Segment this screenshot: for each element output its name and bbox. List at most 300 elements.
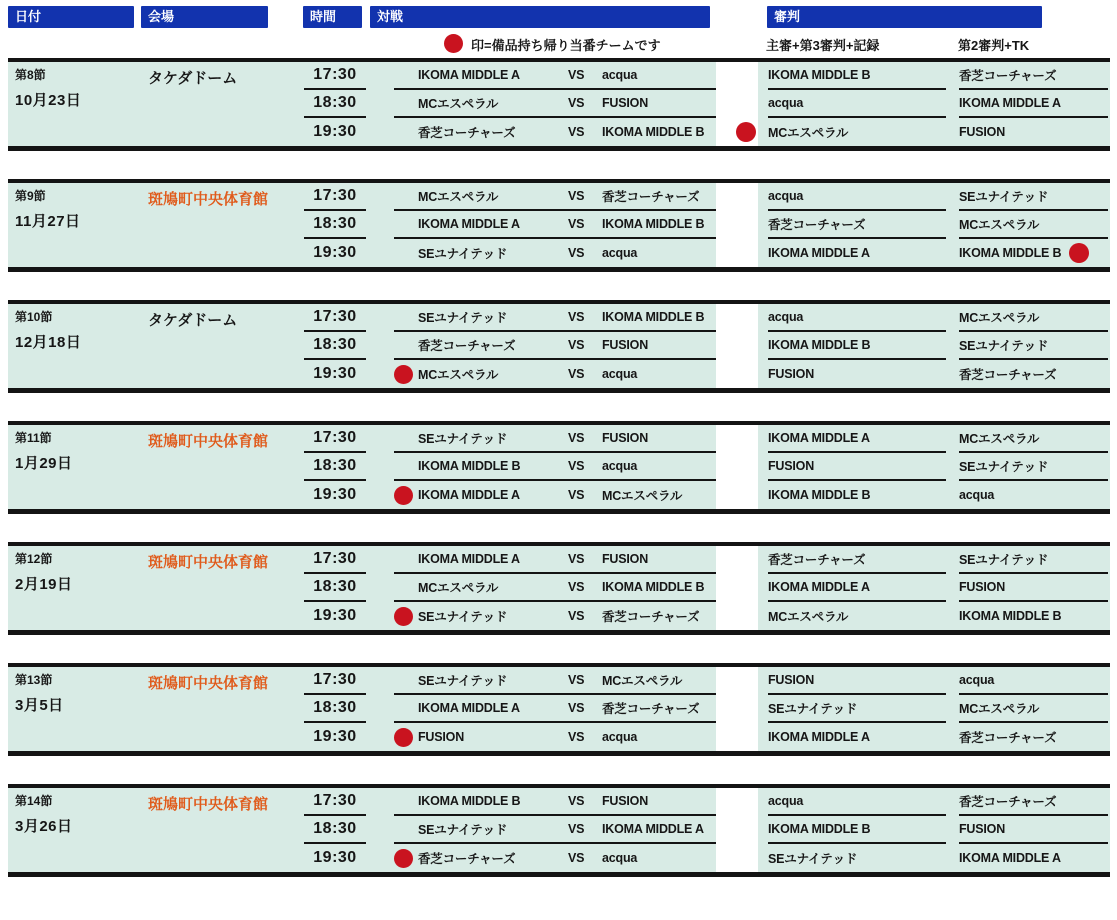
- match-row: [300, 788, 1110, 816]
- referee-main: IKOMA MIDDLE B: [768, 816, 946, 844]
- match-row: [300, 360, 1110, 388]
- time-label: 17:30: [304, 788, 366, 816]
- away-team: FUSION: [602, 96, 649, 110]
- vs-label: VS: [568, 488, 585, 502]
- time-label: 17:30: [304, 546, 366, 574]
- date-label: 10月23日: [15, 92, 82, 109]
- match-cell: [370, 239, 716, 267]
- column-header-venue: 会場: [141, 6, 268, 28]
- vs-label: VS: [568, 459, 585, 473]
- referee-main: IKOMA MIDDLE A: [768, 425, 946, 453]
- home-team: SEユナイテッド: [418, 674, 508, 688]
- date-label: 3月26日: [15, 818, 73, 835]
- referee-main: FUSION: [768, 453, 946, 481]
- date-cell: [8, 788, 140, 872]
- venue-name: 斑鳩町中央体育館: [148, 433, 269, 450]
- column-gap: [716, 183, 758, 211]
- referee-main: acqua: [768, 90, 946, 118]
- round-label: 第13節: [15, 673, 53, 687]
- time-cell: [300, 304, 370, 332]
- duty-dot-slot: [394, 365, 418, 384]
- vs-label: VS: [568, 217, 585, 231]
- away-team: MCエスペラル: [602, 489, 683, 503]
- referee-main-cell: [758, 239, 950, 267]
- referee-second: acqua: [959, 488, 995, 502]
- away-team: acqua: [602, 68, 638, 82]
- referee-main: 香芝コーチャーズ: [768, 211, 946, 239]
- time-label: 19:30: [313, 728, 357, 745]
- match-cell: [370, 695, 716, 723]
- referee-second-cell: [950, 425, 1110, 453]
- time-cell: [300, 844, 370, 872]
- referee-main-cell: [758, 211, 950, 239]
- duty-dot-icon: [394, 365, 413, 384]
- match-row: [300, 844, 1110, 872]
- time-cell: [300, 602, 370, 630]
- time-cell: [300, 211, 370, 239]
- vs-label: VS: [568, 552, 585, 566]
- away-team: acqua: [602, 851, 638, 865]
- referee-main: IKOMA MIDDLE A: [768, 730, 870, 744]
- match-cell: [370, 574, 716, 602]
- time-label: 19:30: [313, 123, 357, 140]
- referee-second-cell: [950, 304, 1110, 332]
- referee-main: IKOMA MIDDLE B: [768, 488, 871, 502]
- referee-main: IKOMA MIDDLE A: [768, 574, 946, 602]
- match-cell: [370, 183, 716, 211]
- column-gap: [716, 574, 758, 602]
- time-cell: [300, 546, 370, 574]
- date-cell: [8, 667, 140, 751]
- time-label: 18:30: [304, 816, 366, 844]
- home-team: FUSION: [418, 730, 465, 744]
- time-label: 17:30: [304, 62, 366, 90]
- away-team: MCエスペラル: [602, 674, 683, 688]
- column-header-row: [8, 6, 1117, 28]
- referee-second-cell: [950, 360, 1110, 388]
- referee-main: SEユナイテッド: [768, 852, 858, 866]
- duty-dot-icon: [394, 728, 413, 747]
- away-team: FUSION: [602, 552, 649, 566]
- match-row: [300, 332, 1110, 360]
- venue-name: 斑鳩町中央体育館: [148, 796, 269, 813]
- referee-second: MCエスペラル: [959, 432, 1040, 446]
- time-label: 18:30: [304, 453, 366, 481]
- away-team: acqua: [602, 246, 638, 260]
- referee-second: IKOMA MIDDLE A: [959, 851, 1061, 865]
- match-cell: [370, 304, 716, 332]
- vs-label: VS: [568, 246, 585, 260]
- away-team: IKOMA MIDDLE B: [602, 310, 705, 324]
- away-team: acqua: [602, 730, 638, 744]
- match-row: [300, 481, 1110, 509]
- referee-main: acqua: [768, 304, 946, 332]
- referee-second: SEユナイテッド: [959, 553, 1049, 567]
- match-cell: [370, 90, 716, 118]
- duty-dot-icon: [394, 607, 413, 626]
- duty-dot-icon: [394, 486, 413, 505]
- vs-label: VS: [568, 730, 585, 744]
- home-team: SEユナイテッド: [418, 823, 508, 837]
- match-row: [300, 602, 1110, 630]
- date-label: 1月29日: [15, 455, 73, 472]
- date-cell: [8, 546, 140, 630]
- match-row: [300, 574, 1110, 602]
- away-team: IKOMA MIDDLE B: [602, 217, 705, 231]
- referee-second: FUSION: [959, 822, 1006, 836]
- venue-name: タケダドーム: [148, 312, 238, 329]
- date-label: 2月19日: [15, 576, 73, 593]
- home-team: SEユナイテッド: [418, 311, 508, 325]
- venue-cell: [140, 425, 300, 509]
- match-rows: [300, 788, 1110, 872]
- match-cell: [370, 332, 716, 360]
- away-team: 香芝コーチャーズ: [602, 190, 700, 204]
- away-team: IKOMA MIDDLE B: [602, 580, 705, 594]
- match-row: [300, 816, 1110, 844]
- referee-main-cell: [758, 304, 950, 332]
- time-cell: [300, 481, 370, 509]
- venue-cell: [140, 304, 300, 388]
- time-label: 19:30: [313, 365, 357, 382]
- home-team: IKOMA MIDDLE B: [418, 459, 521, 473]
- round-section: [8, 663, 1110, 756]
- time-label: 18:30: [304, 332, 366, 360]
- venue-name: タケダドーム: [148, 70, 238, 87]
- round-label: 第14節: [15, 794, 53, 808]
- round-section: [8, 179, 1110, 272]
- home-team: IKOMA MIDDLE A: [418, 701, 520, 715]
- column-gap: [716, 332, 758, 360]
- venue-cell: [140, 62, 300, 146]
- time-cell: [300, 816, 370, 844]
- referee-second-cell: [950, 211, 1110, 239]
- home-team: IKOMA MIDDLE B: [418, 794, 521, 808]
- date-label: 12月18日: [15, 334, 82, 351]
- home-team: 香芝コーチャーズ: [418, 339, 516, 353]
- home-team: 香芝コーチャーズ: [418, 126, 516, 140]
- referee-main: MCエスペラル: [768, 126, 849, 140]
- referee-main-cell: [758, 574, 950, 602]
- match-rows: [300, 62, 1110, 146]
- referee-second-cell: [950, 844, 1110, 872]
- time-label: 19:30: [313, 607, 357, 624]
- referee-main-cell: [758, 788, 950, 816]
- column-header-match: 対戦: [370, 6, 710, 28]
- referee-second: 香芝コーチャーズ: [959, 69, 1057, 83]
- match-row: [300, 695, 1110, 723]
- round-label: 第8節: [15, 68, 46, 82]
- referee-main-cell: [758, 62, 950, 90]
- round-label: 第12節: [15, 552, 53, 566]
- duty-dot-legend-text: 印=備品持ち帰り当番チームです: [471, 38, 661, 53]
- home-team: IKOMA MIDDLE A: [418, 488, 520, 502]
- home-team: 香芝コーチャーズ: [418, 852, 516, 866]
- referee-main-cell: [758, 183, 950, 211]
- vs-label: VS: [568, 338, 585, 352]
- referee-second: MCエスペラル: [959, 702, 1040, 716]
- referee-main-cell: [758, 481, 950, 509]
- referee-main-subheader: 主審+第3審判+記録: [766, 38, 880, 53]
- vs-label: VS: [568, 367, 585, 381]
- referee-second: FUSION: [959, 125, 1006, 139]
- column-gap: [716, 481, 758, 509]
- referee-main-cell: [758, 723, 950, 751]
- referee-second-cell: [950, 183, 1110, 211]
- referee-second-cell: [950, 695, 1110, 723]
- column-gap: [716, 118, 758, 146]
- venue-cell: [140, 788, 300, 872]
- venue-name: 斑鳩町中央体育館: [148, 554, 269, 571]
- referee-main-cell: [758, 602, 950, 630]
- time-label: 18:30: [304, 695, 366, 723]
- time-cell: [300, 360, 370, 388]
- time-cell: [300, 574, 370, 602]
- referee-second: SEユナイテッド: [959, 190, 1049, 204]
- referee-second-cell: [950, 62, 1110, 90]
- round-section: [8, 421, 1110, 514]
- home-team: IKOMA MIDDLE A: [418, 217, 520, 231]
- referee-second: IKOMA MIDDLE A: [959, 96, 1061, 110]
- referee-second-cell: [950, 481, 1110, 509]
- referee-main-cell: [758, 695, 950, 723]
- schedule-sections: [0, 58, 1117, 877]
- duty-dot-slot: [394, 728, 418, 747]
- column-gap: [716, 695, 758, 723]
- time-cell: [300, 118, 370, 146]
- vs-label: VS: [568, 189, 585, 203]
- match-row: [300, 239, 1110, 267]
- referee-second-cell: [950, 574, 1110, 602]
- time-cell: [300, 239, 370, 267]
- column-header-time: 時間: [303, 6, 362, 28]
- column-gap: [716, 90, 758, 118]
- home-team: MCエスペラル: [418, 368, 499, 382]
- referee-main: FUSION: [768, 667, 946, 695]
- round-section: [8, 542, 1110, 635]
- referee-second: 香芝コーチャーズ: [959, 731, 1057, 745]
- referee-main-cell: [758, 425, 950, 453]
- vs-label: VS: [568, 431, 585, 445]
- match-cell: [370, 723, 716, 751]
- time-cell: [300, 453, 370, 481]
- referee-main: MCエスペラル: [768, 610, 849, 624]
- round-section: [8, 784, 1110, 877]
- time-cell: [300, 90, 370, 118]
- home-team: SEユナイテッド: [418, 610, 508, 624]
- match-row: [300, 183, 1110, 211]
- match-row: [300, 453, 1110, 481]
- column-gap: [716, 62, 758, 90]
- match-cell: [370, 816, 716, 844]
- referee-second: 香芝コーチャーズ: [959, 795, 1057, 809]
- home-team: IKOMA MIDDLE A: [418, 68, 520, 82]
- match-cell: [370, 844, 716, 872]
- date-cell: [8, 425, 140, 509]
- venue-cell: [140, 183, 300, 267]
- referee-main: acqua: [768, 788, 946, 816]
- match-row: [300, 667, 1110, 695]
- away-team: 香芝コーチャーズ: [602, 702, 700, 716]
- home-team: SEユナイテッド: [418, 432, 508, 446]
- time-cell: [300, 62, 370, 90]
- round-label: 第11節: [15, 431, 52, 445]
- vs-label: VS: [568, 68, 585, 82]
- referee-second-cell: [950, 332, 1110, 360]
- time-label: 19:30: [313, 849, 357, 866]
- date-cell: [8, 304, 140, 388]
- column-gap: [716, 788, 758, 816]
- match-cell: [370, 425, 716, 453]
- home-team: SEユナイテッド: [418, 247, 508, 261]
- referee-main-cell: [758, 667, 950, 695]
- referee-second: MCエスペラル: [959, 218, 1040, 232]
- match-rows: [300, 546, 1110, 630]
- referee-main-cell: [758, 816, 950, 844]
- match-cell: [370, 118, 716, 146]
- round-label: 第10節: [15, 310, 53, 324]
- time-label: 17:30: [304, 183, 366, 211]
- referee-second: SEユナイテッド: [959, 339, 1049, 353]
- away-team: FUSION: [602, 431, 649, 445]
- match-row: [300, 723, 1110, 751]
- column-gap: [716, 239, 758, 267]
- time-cell: [300, 695, 370, 723]
- vs-label: VS: [568, 673, 585, 687]
- match-cell: [370, 788, 716, 816]
- referee-main-cell: [758, 546, 950, 574]
- match-rows: [300, 304, 1110, 388]
- referee-main: FUSION: [768, 367, 815, 381]
- match-cell: [370, 546, 716, 574]
- match-cell: [370, 602, 716, 630]
- match-row: [300, 211, 1110, 239]
- date-cell: [8, 62, 140, 146]
- legend-row: [0, 31, 1117, 57]
- referee-second-cell: [950, 546, 1110, 574]
- column-header-date: 日付: [8, 6, 134, 28]
- vs-label: VS: [568, 580, 585, 594]
- referee-second: SEユナイテッド: [959, 460, 1049, 474]
- match-row: [300, 118, 1110, 146]
- duty-dot-slot: [394, 486, 418, 505]
- referee-second-cell: [950, 667, 1110, 695]
- column-gap: [716, 667, 758, 695]
- match-cell: [370, 360, 716, 388]
- column-gap: [716, 453, 758, 481]
- round-label: 第9節: [15, 189, 46, 203]
- home-team: MCエスペラル: [418, 97, 499, 111]
- match-row: [300, 62, 1110, 90]
- time-label: 17:30: [304, 425, 366, 453]
- time-label: 19:30: [313, 244, 357, 261]
- away-team: IKOMA MIDDLE A: [602, 822, 704, 836]
- time-cell: [300, 332, 370, 360]
- column-gap: [716, 304, 758, 332]
- column-gap: [716, 723, 758, 751]
- time-label: 18:30: [304, 211, 366, 239]
- referee-main: IKOMA MIDDLE B: [768, 332, 946, 360]
- column-gap: [716, 602, 758, 630]
- match-row: [300, 304, 1110, 332]
- time-label: 17:30: [304, 304, 366, 332]
- referee-second-cell: [950, 816, 1110, 844]
- time-label: 17:30: [304, 667, 366, 695]
- time-cell: [300, 788, 370, 816]
- referee-second: MCエスペラル: [959, 311, 1040, 325]
- vs-label: VS: [568, 310, 585, 324]
- time-cell: [300, 667, 370, 695]
- match-cell: [370, 453, 716, 481]
- referee-main-cell: [758, 118, 950, 146]
- duty-dot-icon: [1069, 243, 1089, 263]
- column-gap: [716, 844, 758, 872]
- vs-label: VS: [568, 96, 585, 110]
- referee-second: 香芝コーチャーズ: [959, 368, 1057, 382]
- duty-dot-icon: [736, 122, 756, 142]
- away-team: FUSION: [602, 338, 649, 352]
- referee-main: SEユナイテッド: [768, 695, 946, 723]
- referee-second: FUSION: [959, 580, 1006, 594]
- time-cell: [300, 425, 370, 453]
- match-cell: [370, 211, 716, 239]
- time-cell: [300, 723, 370, 751]
- match-row: [300, 425, 1110, 453]
- referee-second-cell: [950, 788, 1110, 816]
- referee-main: IKOMA MIDDLE B: [768, 62, 946, 90]
- match-cell: [370, 62, 716, 90]
- referee-second: IKOMA MIDDLE B: [959, 246, 1062, 260]
- referee-second: IKOMA MIDDLE B: [959, 609, 1062, 623]
- match-cell: [370, 481, 716, 509]
- away-team: 香芝コーチャーズ: [602, 610, 700, 624]
- referee-second-subheader: 第2審判+TK: [958, 38, 1030, 53]
- duty-dot-legend-icon: [444, 34, 463, 53]
- vs-label: VS: [568, 609, 585, 623]
- away-team: acqua: [602, 459, 638, 473]
- match-rows: [300, 425, 1110, 509]
- referee-main: 香芝コーチャーズ: [768, 546, 946, 574]
- venue-cell: [140, 667, 300, 751]
- round-section: [8, 58, 1110, 151]
- referee-main-cell: [758, 844, 950, 872]
- referee-main-cell: [758, 453, 950, 481]
- referee-second-cell: [950, 453, 1110, 481]
- column-gap: [716, 816, 758, 844]
- venue-name: 斑鳩町中央体育館: [148, 675, 269, 692]
- referee-main-cell: [758, 360, 950, 388]
- vs-label: VS: [568, 701, 585, 715]
- referee-main: acqua: [768, 183, 946, 211]
- match-cell: [370, 667, 716, 695]
- duty-dot-slot: [394, 607, 418, 626]
- date-label: 11月27日: [15, 213, 81, 230]
- column-header-referee: 審判: [767, 6, 1042, 28]
- away-team: acqua: [602, 367, 638, 381]
- round-section: [8, 300, 1110, 393]
- match-rows: [300, 183, 1110, 267]
- column-gap: [716, 425, 758, 453]
- date-cell: [8, 183, 140, 267]
- referee-second-cell: [950, 239, 1110, 267]
- referee-main-cell: [758, 332, 950, 360]
- duty-dot-icon: [394, 849, 413, 868]
- referee-second-cell: [950, 118, 1110, 146]
- referee-second-cell: [950, 90, 1110, 118]
- away-team: IKOMA MIDDLE B: [602, 125, 705, 139]
- match-row: [300, 546, 1110, 574]
- referee-second-cell: [950, 723, 1110, 751]
